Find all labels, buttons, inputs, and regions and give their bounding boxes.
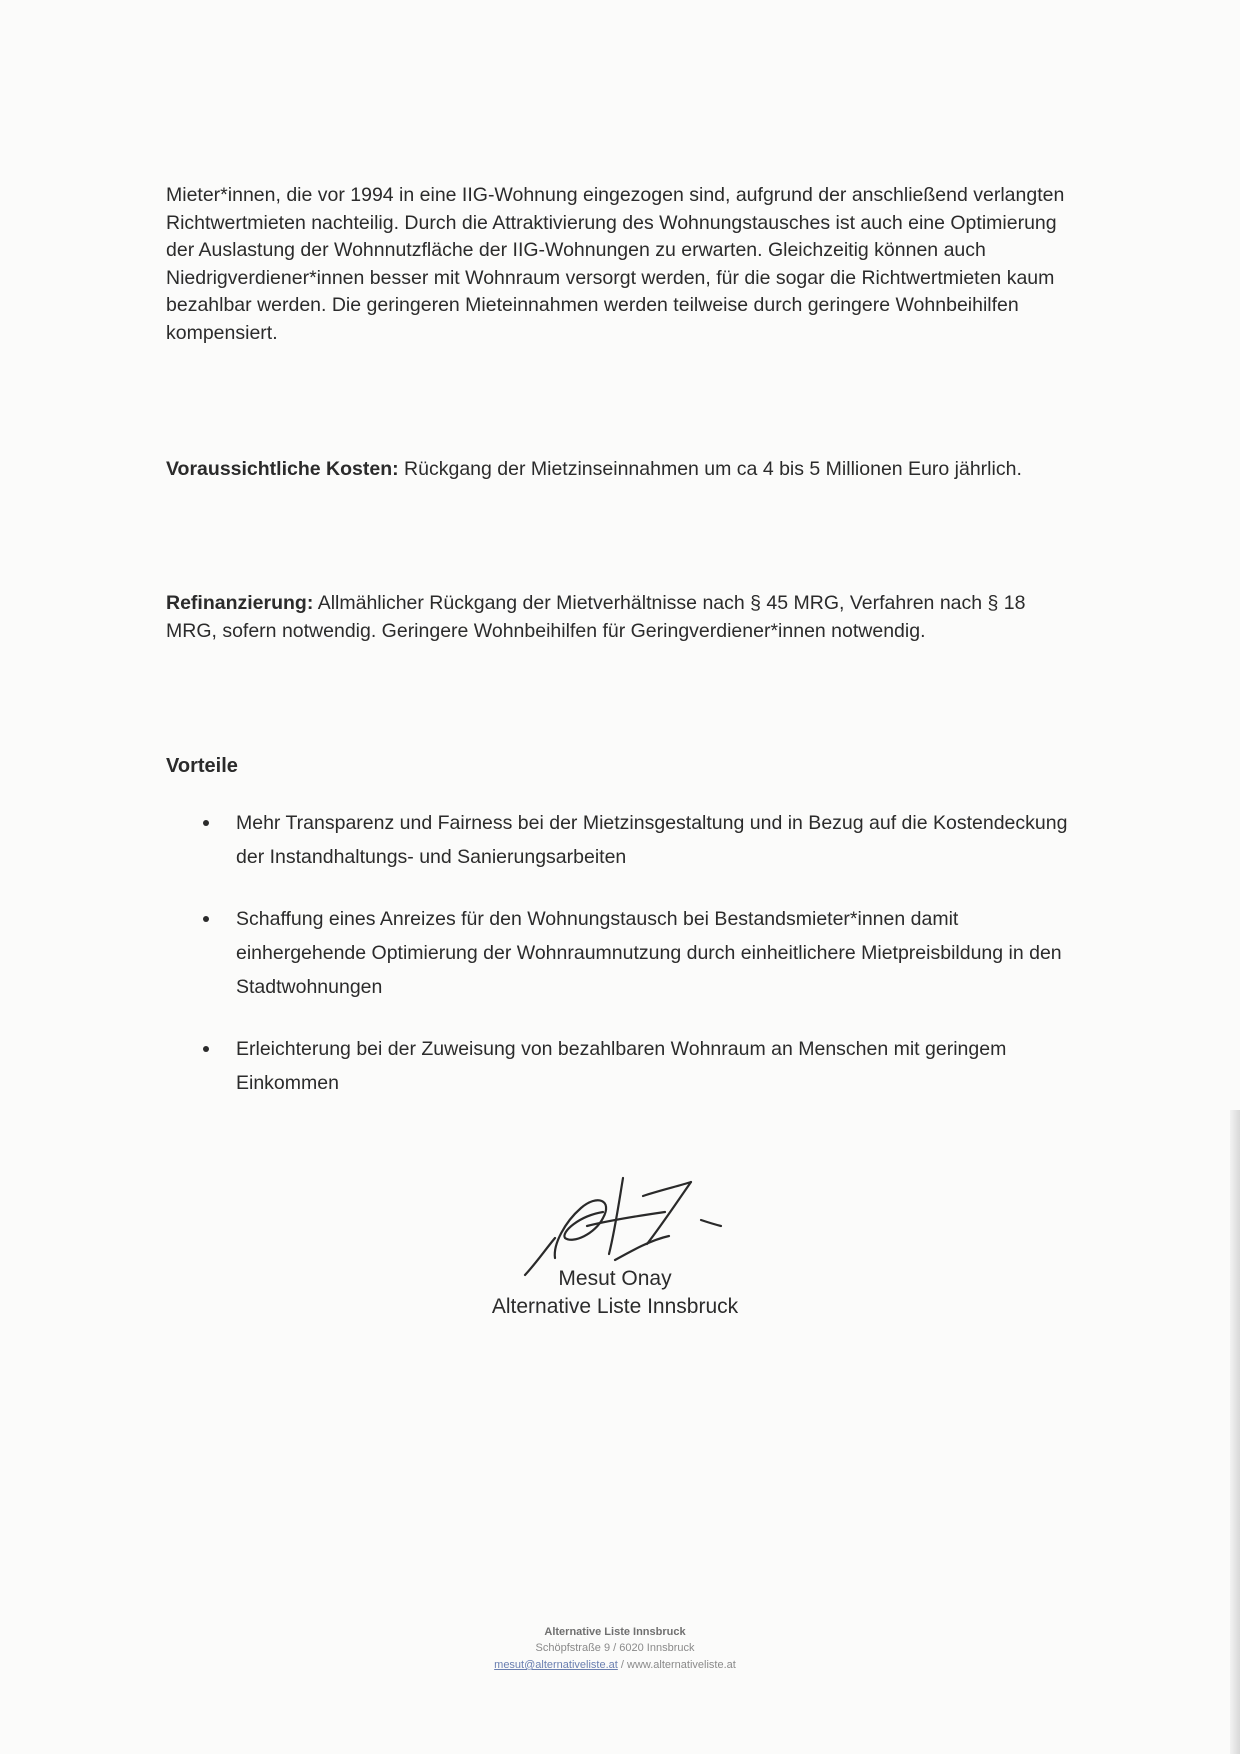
list-item	[196, 1032, 1076, 1100]
footer-website-link[interactable]: www.alternativeliste.at	[627, 1659, 736, 1671]
handwritten-signature	[515, 1140, 815, 1280]
list-item-text: Erleichterung bei der Zuweisung von bezahlbaren Wohnraum an Menschen mit geringem Einkommen	[236, 1038, 1007, 1094]
list-item	[196, 902, 1076, 1004]
costs-paragraph	[166, 456, 1066, 484]
footer-contact	[420, 1658, 810, 1673]
costs-text: Rückgang der Mietzinseinnahmen um ca 4 bis 5 Millionen Euro jährlich.	[404, 458, 1022, 480]
advantages-heading: Vorteile	[166, 755, 238, 777]
refinancing-paragraph	[166, 590, 1066, 645]
signer-organization: Alternative Liste Innsbruck	[491, 1295, 739, 1318]
intro-paragraph: Mieter*innen, die vor 1994 in eine IIG-Wohnung eingezogen sind, aufgrund der anschließend verlangten Richtwertmieten nachteilig. Durch die Attraktivierung des Wohnungstausches ist auch eine Optimierung der Auslastung der Wohnnutzfläche der IIG-Wohnungen zu erwarten. Gleichzeitig können auch Niedrigverdiener*innen besser mit Wohnraum versorgt werden, für die sogar die Richtwertmieten kaum bezahlbar werden. Die geringeren Mieteinnahmen werden teilweise durch geringere Wohnbeihilfen kompensiert.	[166, 184, 1065, 344]
footer-email-link[interactable]: mesut@alternativeliste.at	[494, 1659, 618, 1671]
list-item-text: Schaffung eines Anreizes für den Wohnungstausch bei Bestandsmieter*innen damit einhergehende Optimierung der Wohnraumnutzung durch einheitlichere Mietpreisbildung in den Stadtwohnungen	[236, 908, 1062, 998]
costs-label: Voraussichtliche Kosten:	[166, 458, 399, 480]
footer-separator: /	[617, 1659, 627, 1671]
bullet-icon	[203, 820, 209, 826]
signer-name: Mesut Onay	[558, 1267, 672, 1290]
footer-address: Schöpfstraße 9 / 6020 Innsbruck	[535, 1642, 695, 1654]
scanned-page-edge	[1230, 1110, 1240, 1754]
bullet-icon	[203, 916, 209, 922]
list-item	[196, 806, 1076, 874]
footer-organization: Alternative Liste Innsbruck	[544, 1626, 686, 1638]
advantages-list	[196, 806, 1076, 1128]
refinancing-text: Allmählicher Rückgang der Mietverhältnisse nach § 45 MRG, Verfahren nach § 18 MRG, sofern notwendig. Geringere Wohnbeihilfen für Geringverdiener*innen notwendig.	[166, 592, 1026, 642]
refinancing-label: Refinanzierung:	[166, 592, 314, 614]
bullet-icon	[203, 1046, 209, 1052]
list-item-text: Mehr Transparenz und Fairness bei der Mietzinsgestaltung und in Bezug auf die Kostendeckung der Instandhaltungs- und Sanierungsarbeiten	[236, 812, 1068, 868]
